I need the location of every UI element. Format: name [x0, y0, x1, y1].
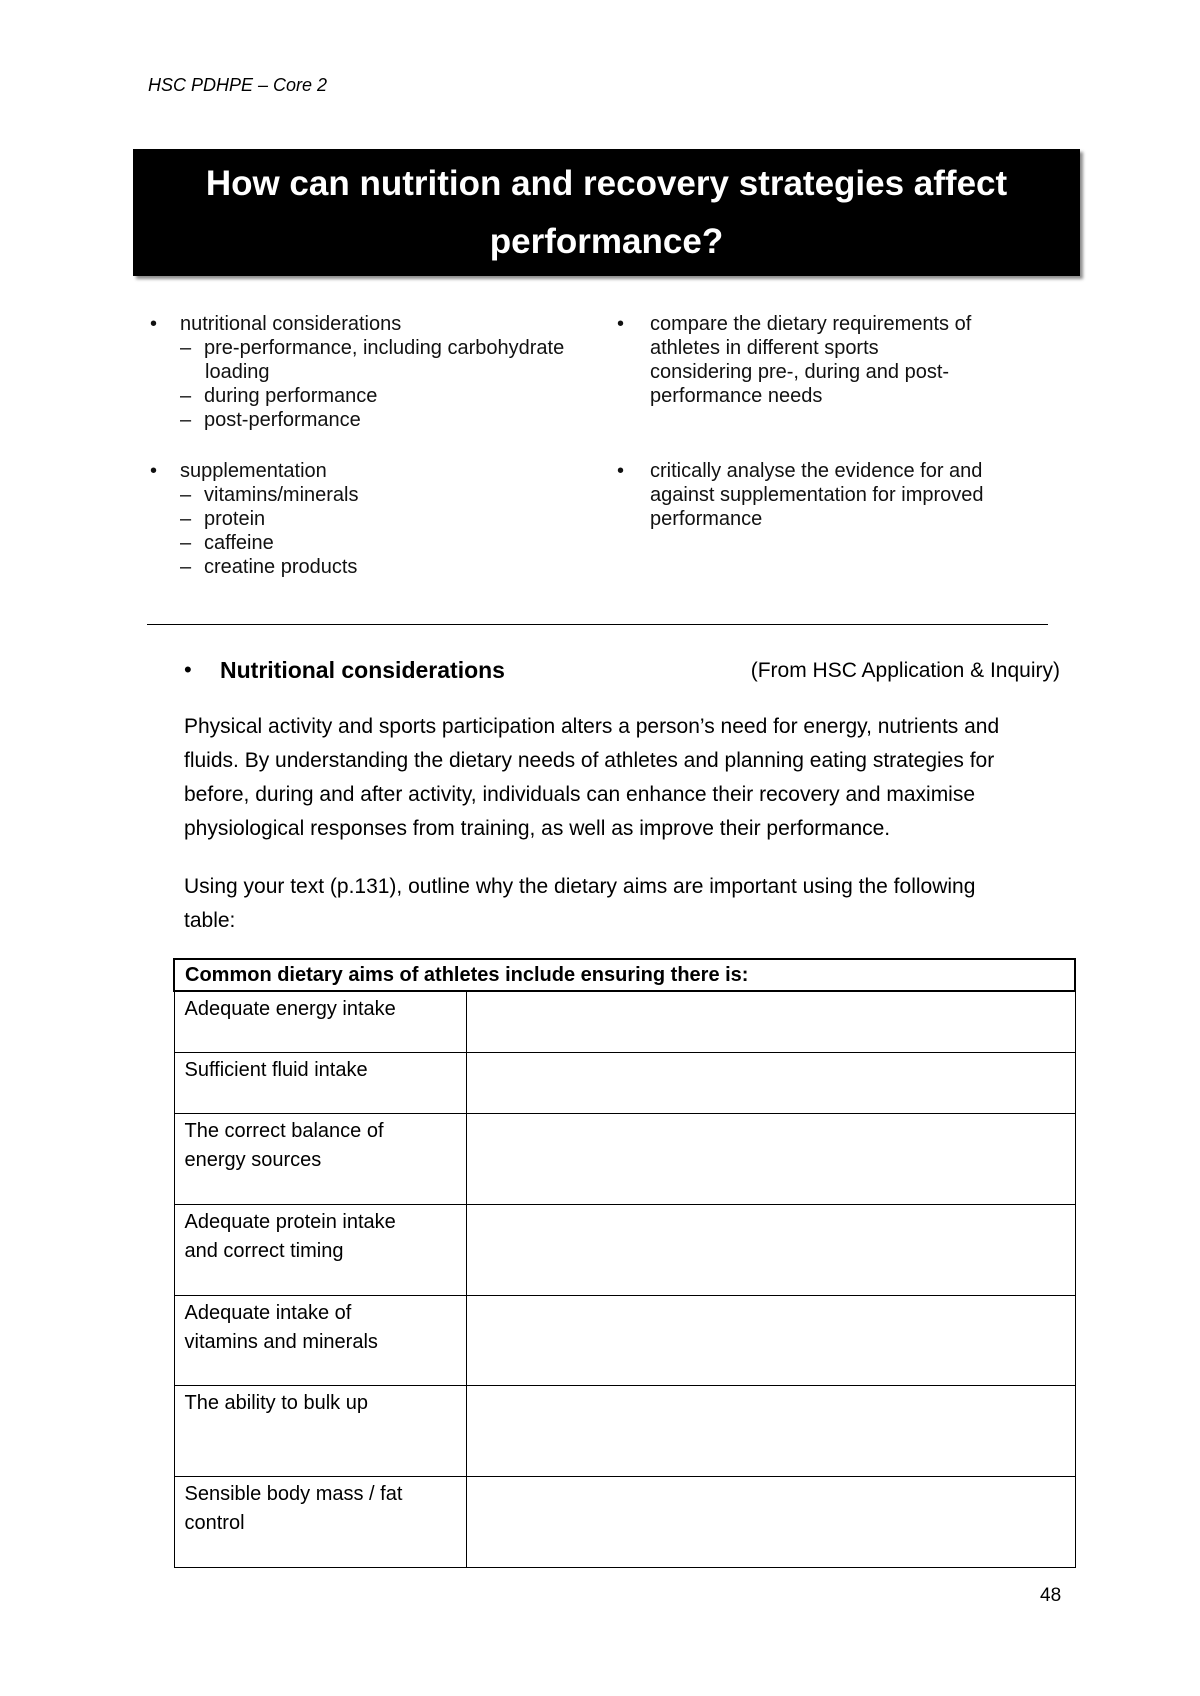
syllabus-right-group-2	[617, 459, 1047, 531]
running-header: HSC PDHPE – Core 2	[148, 75, 328, 95]
paragraph-line: table:	[184, 909, 236, 932]
syllabus-bullet: nutritional considerations	[180, 313, 402, 335]
answer-cell[interactable]	[466, 1113, 1075, 1204]
answer-cell[interactable]	[466, 1052, 1075, 1113]
aim-label-cell: Adequate protein intake and correct timing	[174, 1204, 466, 1295]
table-row	[174, 1052, 1075, 1113]
aim-label-cell: The correct balance of energy sources	[174, 1113, 466, 1204]
bullet-dot: •	[617, 460, 625, 482]
syllabus-line: against supplementation for improved	[650, 484, 984, 506]
syllabus-left-group-1: • nutritional considerations – pre-performance, including carbohydrate loading – during performance – post-performance	[150, 312, 610, 432]
table-row	[174, 1295, 1075, 1385]
answer-cell[interactable]	[466, 991, 1075, 1052]
page-title-banner	[133, 149, 1080, 276]
bullet-dot: •	[150, 313, 158, 335]
table-row	[174, 991, 1075, 1052]
aim-label-cell: Sufficient fluid intake	[174, 1052, 466, 1113]
section-source: (From HSC Application & Inquiry)	[750, 659, 1060, 682]
syllabus-line: athletes in different sports	[650, 337, 879, 359]
title-line-1: How can nutrition and recovery strategies affect	[205, 164, 1008, 203]
syllabus-line: performance	[650, 508, 763, 530]
syllabus-line: compare the dietary requirements of	[650, 313, 972, 335]
aim-label-cell: The ability to bulk up	[174, 1385, 466, 1476]
title-line-2: performance?	[489, 222, 724, 261]
syllabus-sub: pre-performance, including carbohydrate	[204, 337, 565, 359]
instruction-paragraph	[184, 870, 1074, 938]
paragraph-line: Physical activity and sports participation alters a person’s need for energy, nutrients and	[184, 715, 1000, 738]
section-bullet: •	[184, 657, 192, 682]
syllabus-line: critically analyse the evidence for and	[650, 460, 983, 482]
syllabus-left-group-2: • supplementation – vitamins/minerals – protein – caffeine – creatine products	[150, 460, 359, 578]
dietary-aims-table	[173, 958, 1076, 1568]
aim-label-cell: Adequate intake of vitamins and minerals	[174, 1295, 466, 1385]
table-row	[174, 1385, 1075, 1476]
syllabus-right-group-1	[617, 312, 1047, 408]
bullet-dot: •	[617, 313, 625, 335]
answer-cell[interactable]	[466, 1204, 1075, 1295]
paragraph-line: Using your text (p.131), outline why the dietary aims are important using the following	[184, 875, 976, 898]
divider	[147, 624, 1048, 625]
page-number: 48	[1040, 1585, 1062, 1606]
syllabus-sub: post-performance	[204, 409, 361, 431]
paragraph-line: before, during and after activity, individuals can enhance their recovery and maximise	[184, 783, 976, 806]
paragraph-line: physiological responses from training, as well as improve their performance.	[184, 817, 891, 840]
syllabus-bullet: supplementation	[180, 460, 327, 482]
answer-cell[interactable]	[466, 1476, 1075, 1567]
syllabus-sub: creatine products	[204, 556, 358, 578]
syllabus-sub-continuation: loading	[205, 361, 270, 383]
answer-cell[interactable]	[466, 1295, 1075, 1385]
answer-cell[interactable]	[466, 1385, 1075, 1476]
syllabus-line: considering pre-, during and post-	[650, 361, 950, 383]
intro-paragraph	[184, 710, 1074, 846]
paragraph-line: fluids. By understanding the dietary needs of athletes and planning eating strategies for	[184, 749, 995, 772]
table-header: Common dietary aims of athletes include ensuring there is:	[174, 959, 1075, 991]
table-row	[174, 1204, 1075, 1295]
syllabus-sub: during performance	[204, 385, 378, 407]
aim-label-cell: Sensible body mass / fat control	[174, 1476, 466, 1567]
table-row	[174, 1113, 1075, 1204]
table-row	[174, 1476, 1075, 1567]
syllabus-line: performance needs	[650, 385, 823, 407]
syllabus-sub: caffeine	[204, 532, 274, 554]
syllabus-sub: vitamins/minerals	[204, 484, 359, 506]
syllabus-sub: protein	[204, 508, 266, 530]
aim-label-cell: Adequate energy intake	[174, 991, 466, 1052]
section-title: Nutritional considerations	[220, 657, 505, 683]
bullet-dot: •	[150, 460, 158, 482]
